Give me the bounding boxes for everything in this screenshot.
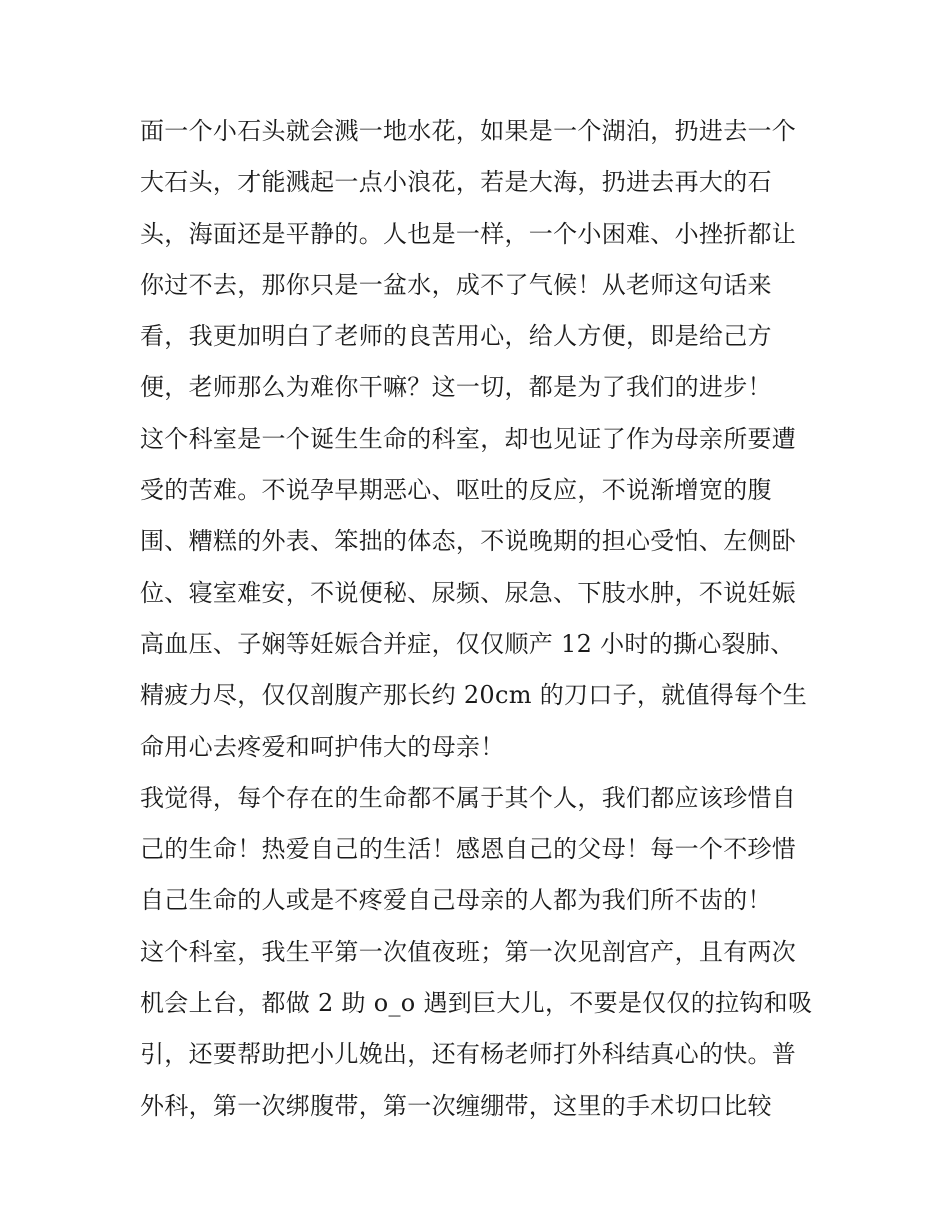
text-line: 精疲力尽，仅仅剖腹产那长约 20cm 的刀口子，就值得每个生 — [140, 681, 807, 710]
body-text — [140, 106, 820, 1132]
text-line: 这个科室是一个诞生生命的科室，却也见证了作为母亲所要遭 — [140, 424, 797, 453]
text-line: 这个科室，我生平第一次值夜班；第一次见剖宫产，且有两次 — [140, 937, 797, 966]
text-line: 大石头，才能溅起一点小浪花，若是大海，扔进去再大的石 — [140, 168, 772, 197]
text-line: 围、糟糕的外表、笨拙的体态，不说晚期的担心受怕、左侧卧 — [140, 527, 797, 556]
text-line: 己的生命！热爱自己的生活！感恩自己的父母！每一个不珍惜 — [140, 835, 797, 864]
text-line: 便，老师那么为难你干嘛？这一切，都是为了我们的进步！ — [140, 373, 772, 402]
text-line: 看，我更加明白了老师的良苦用心，给人方便，即是给己方 — [140, 322, 772, 351]
text-line: 自己生命的人或是不疼爱自己母亲的人都为我们所不齿的！ — [140, 886, 772, 915]
text-line: 你过不去，那你只是一盆水，成不了气候！从老师这句话来 — [140, 270, 772, 299]
text-line: 我觉得，每个存在的生命都不属于其个人，我们都应该珍惜自 — [140, 783, 797, 812]
text-line: 引，还要帮助把小儿娩出，还有杨老师打外科结真心的快。普 — [140, 1040, 797, 1069]
text-line: 机会上台，都做 2 助 o_o 遇到巨大儿，不要是仅仅的拉钩和吸 — [140, 989, 813, 1018]
text-line: 外科，第一次绑腹带，第一次缠绷带，这里的手术切口比较 — [140, 1091, 772, 1120]
text-line: 命用心去疼爱和呵护伟大的母亲！ — [140, 732, 505, 761]
text-line: 位、寝室难安，不说便秘、尿频、尿急、下肢水肿，不说妊娠 — [140, 578, 797, 607]
text-line: 受的苦难。不说孕早期恶心、呕吐的反应，不说渐增宽的腹 — [140, 476, 772, 505]
text-line: 头，海面还是平静的。人也是一样，一个小困难、小挫折都让 — [140, 219, 797, 248]
text-line: 面一个小石头就会溅一地水花，如果是一个湖泊，扔进去一个 — [140, 117, 797, 145]
text-line: 高血压、子娴等妊娠合并症，仅仅顺产 12 小时的撕心裂肺、 — [140, 629, 795, 658]
